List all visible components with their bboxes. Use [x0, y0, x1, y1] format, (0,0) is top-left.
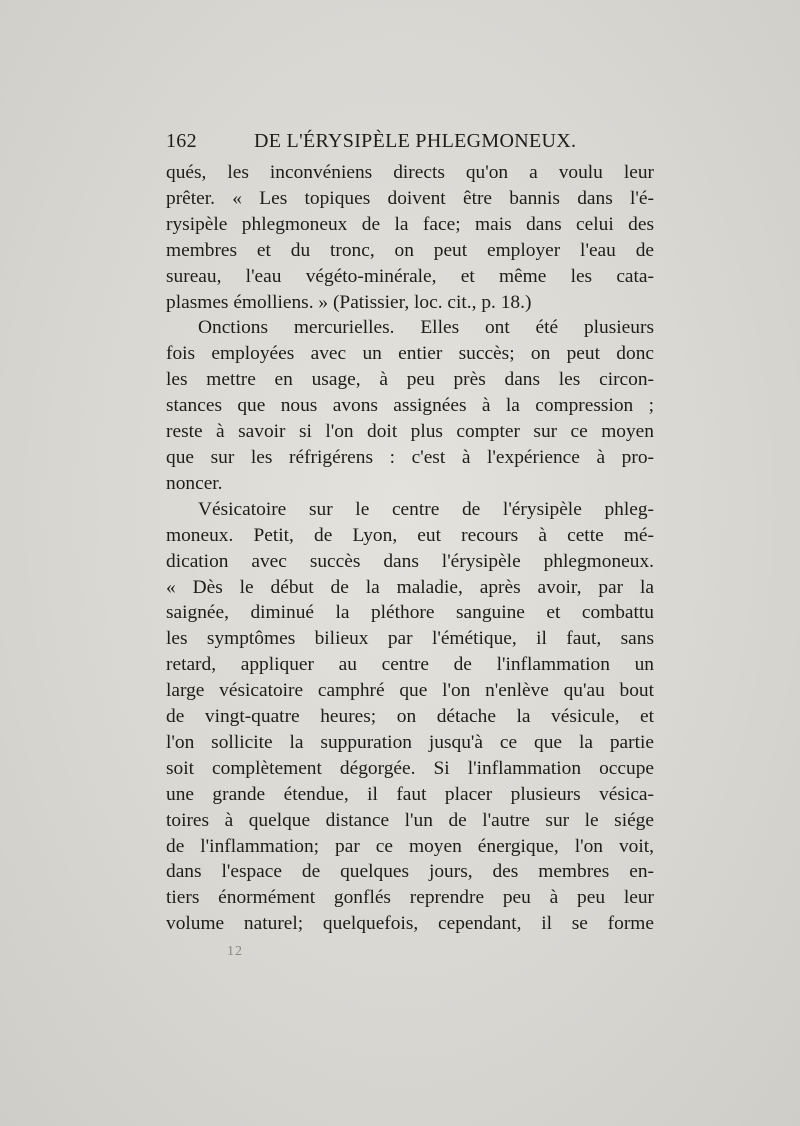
text-line: que sur les réfrigérens : c'est à l'expérience à pro- — [166, 446, 654, 468]
text-line: retard, appliquer au centre de l'inflammation un — [166, 654, 654, 676]
paragraph-start-line: Onctions mercurielles. Elles ont été plusieurs — [198, 317, 654, 339]
running-head: DE L'ÉRYSIPÈLE PHLEGMONEUX. — [254, 130, 577, 152]
text-line: moneux. Petit, de Lyon, eut recours à cette mé- — [166, 524, 654, 546]
text-line: les mettre en usage, à peu près dans les circon- — [166, 369, 654, 391]
text-line: reste à savoir si l'on doit plus compter sur ce moyen — [166, 421, 654, 443]
text-line: « Dès le début de la maladie, après avoir, par la — [166, 576, 654, 598]
text-line: l'on sollicite la suppuration jusqu'à ce que la partie — [166, 731, 654, 753]
text-line: qués, les inconvéniens directs qu'on a voulu leur — [166, 162, 654, 183]
text-line: les symptômes bilieux par l'émétique, il faut, sans — [166, 628, 654, 650]
body-text — [166, 160, 654, 937]
text-line: stances que nous avons assignées à la compression ; — [166, 395, 654, 417]
text-line: une grande étendue, il faut placer plusieurs vésica- — [166, 783, 654, 805]
text-line: saignée, diminué la pléthore sanguine et combattu — [166, 602, 654, 624]
text-line: dication avec succès dans l'érysipèle phlegmoneux. — [166, 550, 654, 572]
text-line: rysipèle phlegmoneux de la face; mais dans celui des — [166, 213, 654, 235]
text-line: dans l'espace de quelques jours, des membres en- — [166, 861, 654, 883]
text-line: prêter. « Les topiques doivent être bannis dans l'é- — [166, 187, 654, 209]
text-line: soit complètement dégorgée. Si l'inflammation occupe — [166, 757, 654, 779]
text-line: toires à quelque distance l'un de l'autre sur le siége — [166, 809, 654, 831]
text-line: de l'inflammation; par ce moyen énergique, l'on voit, — [166, 835, 654, 857]
text-line: fois employées avec un entier succès; on peut donc — [166, 343, 654, 365]
signature-mark: 12 — [227, 944, 243, 959]
text-line: de vingt-quatre heures; on détache la vésicule, et — [166, 706, 654, 728]
text-line: noncer. — [166, 472, 223, 494]
text-line: volume naturel; quelquefois, cependant, il se forme — [166, 913, 654, 935]
text-line: membres et du tronc, on peut employer l'eau de — [166, 239, 654, 261]
text-line: plasmes émolliens. » (Patissier, loc. cit., p. 18.) — [166, 291, 532, 313]
paragraph-start-line: Vésicatoire sur le centre de l'érysipèle phleg- — [198, 498, 654, 520]
text-line: large vésicatoire camphré que l'on n'enlève qu'au bout — [166, 680, 654, 702]
text-line: tiers énormément gonflés reprendre peu à peu leur — [166, 887, 654, 909]
text-line: sureau, l'eau végéto-minérale, et même les cata- — [166, 265, 654, 287]
page-number: 162 — [166, 130, 197, 152]
